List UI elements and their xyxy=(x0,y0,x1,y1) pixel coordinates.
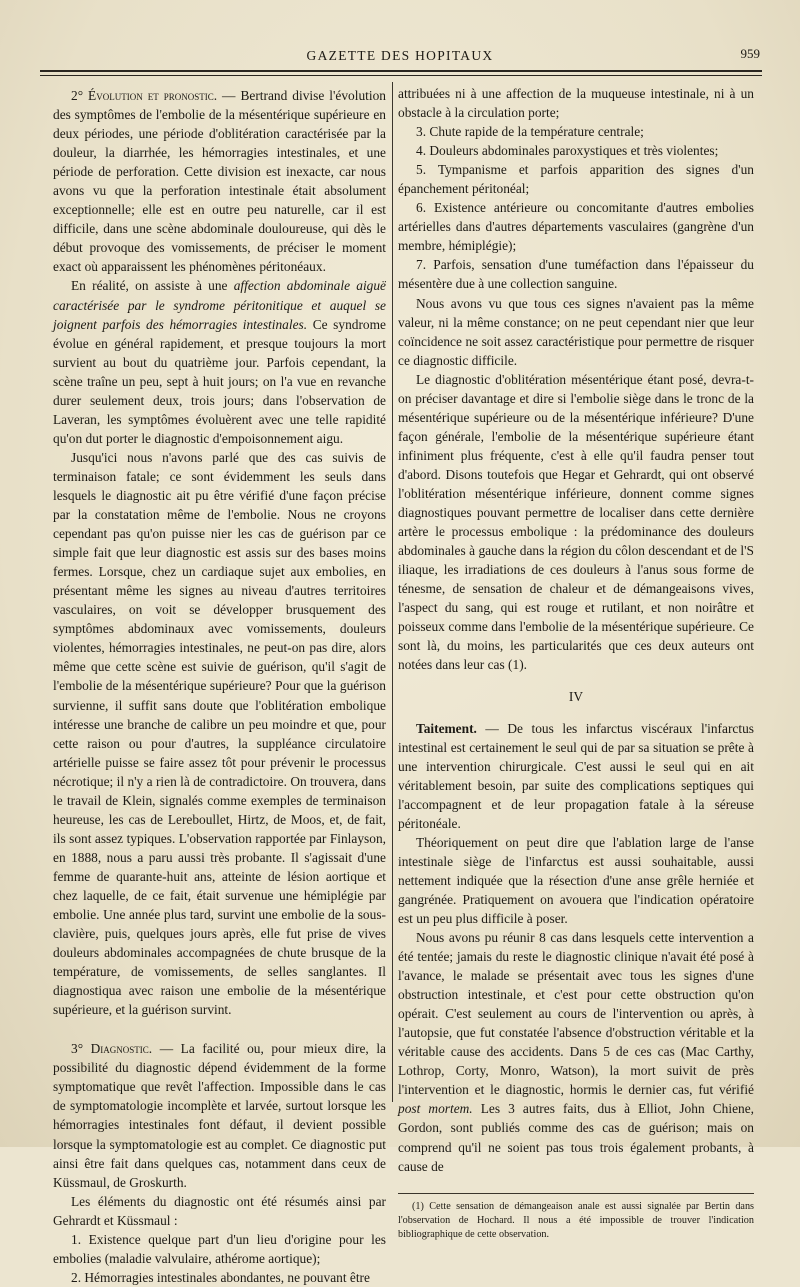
list-item-5: 5. Tympanisme et parfois apparition des signes d'un épanchement péritonéal; xyxy=(398,162,754,197)
paragraph-text: — Bertrand divise l'évolution des symptômes de l'embolie de la mésentérique supérieure en deux périodes, une période d'oblitération caractérisée par la douleur, la diarrhée, les hémorragies intestinales, et une période de perforation. Cette division est inexacte, car nous avons vu que la perforation intestinale était absolument exceptionnelle; elle est en outre peu naturelle, car il est difficile, dans une scène abdominale douloureuse, qui dès le début provoque des vomissements, de préciser le moment exact où apparaissent les phénomènes péritonéaux. xyxy=(53,88,386,275)
section-label-diagnostic: 3° Diagnostic. xyxy=(71,1041,153,1057)
paragraph-text: Les 3 autres faits, dus à Elliot, John Chiene, Gordon, sont publiés comme des cas de guérison; mais on comprend qu'il ne soient pas tous trois également probants, à cause de xyxy=(398,1101,754,1174)
paragraph-guerison: Jusqu'ici nous n'avons parlé que des cas suivis de terminaison fatale; ce sont évidemment les seuls dans lesquels le diagnostic ait pu être vérifié d'une façon précise par la constatation même de l'embolie. Nous ne croyons cependant pas qu'on puisse nier les cas de guérison par ce simple fait que leur diagnostic est assis sur des bases moins fermes. Lorsque, chez un cardiaque sujet aux embolies, en présentant même les signes au niveau d'autres territoires vasculaires, on voit se développer brusquement des symptômes abdominaux avec vomissements, douleurs violentes, hémorragies intestinales, ne peut-on pas dire, alors même que cette scène est suivie de guérison, qu'il s'agit de l'embolie de la mésentérique supérieure? Pour que la guérison survienne, il suffit sans doute que l'oblitération embolique intéresse une branche de calibre un peu moindre et que, pour cette raison ou pour d'autres, la suppléance circulatoire artérielle puisse se faire assez tôt pour prévenir le processus nécrotique; il n'y a rien là de contradictoire. On trouvera, dans le travail de Klein, signalés comme exemples de terminaison heureuse, les cas de Lereboullet, Hirtz, de Moos, et, de fait, ils sont assez typiques. L'observation rapportée par Finlayson, en 1888, nous a paru aussi très probante. Il s'agissait d'une femme de quarante-huit ans, atteinte de lésion aortique et chez laquelle, de ce fait, était survenue une hémiplégie par embolie. Une année plus tard, survint une embolie de la sous-clavière, puis, quelques jours après, elle fut prise de vives douleurs abdominales accompagnées de chute brusque de la température, de vomissements, de selles sanglantes. Il diagnostiqua avec raison une embolie de la mésentérique supérieure, et la guérison survint. xyxy=(53,449,386,1018)
paragraph-realite xyxy=(53,276,386,447)
paragraph-valeur: Nous avons vu que tous ces signes n'avaient pas la même valeur, ni la même constance; on ne peut cependant nier que leur coïncidence ne soit assez caractéristique pour permettre de risquer ce diagnostic difficile. xyxy=(398,295,754,368)
left-column xyxy=(53,86,386,1287)
journal-title: GAZETTE DES HOPITAUX xyxy=(306,48,494,63)
page-number: 959 xyxy=(740,46,760,61)
paragraph-text: Ce syndrome évolue en général rapidement, et presque toujours la mort survient au bout du quatrième jour. Parfois cependant, la scène traîne un peu, sept à huit jours; on l'a vue en revanche durer seulement deux, trois jours; dans l'observation de Laveran, les symptômes évoluèrent avec une telle rapidité qu'on dut porter le diagnostic d'empoisonnement aigu. xyxy=(53,316,386,446)
section-label-evolution: 2° Évolution et pronostic. xyxy=(71,88,218,103)
list-item-4: 4. Douleurs abdominales paroxystiques et très violentes; xyxy=(416,143,719,159)
section-label-traitement: Taitement. xyxy=(416,720,477,736)
header-rule-thick xyxy=(40,70,762,72)
right-column xyxy=(398,84,754,1242)
italic-phrase: post mortem. xyxy=(398,1101,473,1117)
list-item-6: 6. Existence antérieure ou concomitante d'autres embolies artérielles dans d'autres départements vasculaires (gangrène d'un membre, hémiplégie); xyxy=(398,200,754,254)
italic-phrase: affection abdominale aiguë caractérisée par le syndrome péritonitique et auquel se joignent parfois des hémorragies intestinales. xyxy=(53,278,386,332)
column-divider xyxy=(392,82,393,1102)
paragraph-elements: Les éléments du diagnostic ont été résumés ainsi par Gehrardt et Küssmaul : xyxy=(53,1193,386,1228)
list-item-3: 3. Chute rapide de la température centrale; xyxy=(416,124,644,140)
paragraph-text: — De tous les infarctus viscéraux l'infarctus intestinal est certainement le seul qui de par sa situation se prête à une intervention chirurgicale. C'est aussi le seul qui en ait véritablement besoin, par suite des complications septiques qui l'accompagnent et de leur propagation fatale à la séreuse péritonéale. xyxy=(398,720,754,831)
list-item-2-continued: attribuées ni à une affection de la muqueuse intestinale, ni à un obstacle à la circulation porte; xyxy=(398,86,754,121)
paragraph-localisation: Le diagnostic d'oblitération mésentérique étant posé, devra-t-on préciser davantage et dire si l'embolie siège dans le tronc de la mésentérique supérieure ou de la mésentérique inférieure? D'une façon générale, l'embolie de la mésentérique supérieure étant infiniment plus fréquente, c'est à elle qu'il faudra penser tout d'abord. Disons toutefois que Hegar et Gehrardt, qui ont observé l'oblitération mésentérique inférieure, donnent comme signes diagnostiques pouvant permettre de localiser dans cette dernière artère le processus embolique : la prédominance des douleurs abdominales à gauche dans la région du côlon descendant et de l'S iliaque, les irradiations de ces douleurs à l'anus sous forme de ténesme, de sensation de chaleur et de démangeaisons vives, l'aspect du sang, qui est rouge et rutilant, et non noirâtre et poisseux comme dans l'embolie de la mésentérique supérieure. Ce sont là, du moins, les particularités que ces deux auteurs ont notées dans leur cas (1). xyxy=(398,371,754,673)
paragraph-traitement xyxy=(398,719,754,833)
footnote-rule xyxy=(398,1193,754,1194)
paragraph-theorie: Théoriquement on peut dire que l'ablation large de l'anse intestinale siège de l'infarctus est aussi souhaitable, aussi nettement indiquée que la résection d'une anse grêle herniée et gangrénée. Pratiquement on avouera que l'indication opératoire est un peu plus difficile à poser. xyxy=(398,834,754,926)
header-rule-thin xyxy=(40,75,762,76)
list-item-1: 1. Existence quelque part d'un lieu d'origine pour les embolies (maladie valvulaire, athérome aortique); xyxy=(53,1231,386,1266)
paragraph-diagnostic xyxy=(53,1039,386,1191)
section-heading-iv: IV xyxy=(568,689,584,705)
paragraph-text: Nous avons pu réunir 8 cas dans lesquels cette intervention a été tentée; jamais du reste le diagnostic clinique n'avait été posé à l'avance, le malade se présentait avec tous les signes d'une obstruction intestinale, et c'est pour cette obstruction qu'on opérait. C'est seulement au cours de l'intervention ou après, à l'autopsie, que fut constatée l'absence d'obstruction véritable et la véritable cause des accidents. Dans 5 de ces cas (Mac Carthy, Lothrop, Corty, Monro, Watson), la mort suivit de près l'intervention et le diagnostic, hormis le dernier cas, fut vérifié xyxy=(398,930,754,1098)
list-item-7: 7. Parfois, sensation d'une tuméfaction dans l'épaisseur du mésentère due à une collection sanguine. xyxy=(398,257,754,292)
footnote: (1) Cette sensation de démangeaison anale est aussi signalée par Bertin dans l'observation de Hochard. Il nous a été impossible de trouver l'indication bibliographique de cette observation. xyxy=(398,1200,754,1240)
paragraph-text: En réalité, on assiste à une xyxy=(71,278,234,294)
list-item-2: 2. Hémorragies intestinales abondantes, ne pouvant être xyxy=(71,1269,370,1285)
paragraph-evolution xyxy=(53,86,386,276)
page-header xyxy=(40,44,760,70)
paragraph-cas xyxy=(398,928,754,1176)
paragraph-text: — La facilité ou, pour mieux dire, la possibilité du diagnostic dépend évidemment de la forme symptomatique que revêt l'affection. Impossible dans le cas de symptomatologie incomplète et larvée, surtout lorsque les hémorragies intestinales font défaut, il devient possible lorsque la symptomatologie est au complet. Ce diagnostic put ainsi être fait dans quelques cas, notamment dans ceux de Küssmaul, de Groskurth. xyxy=(53,1041,386,1190)
